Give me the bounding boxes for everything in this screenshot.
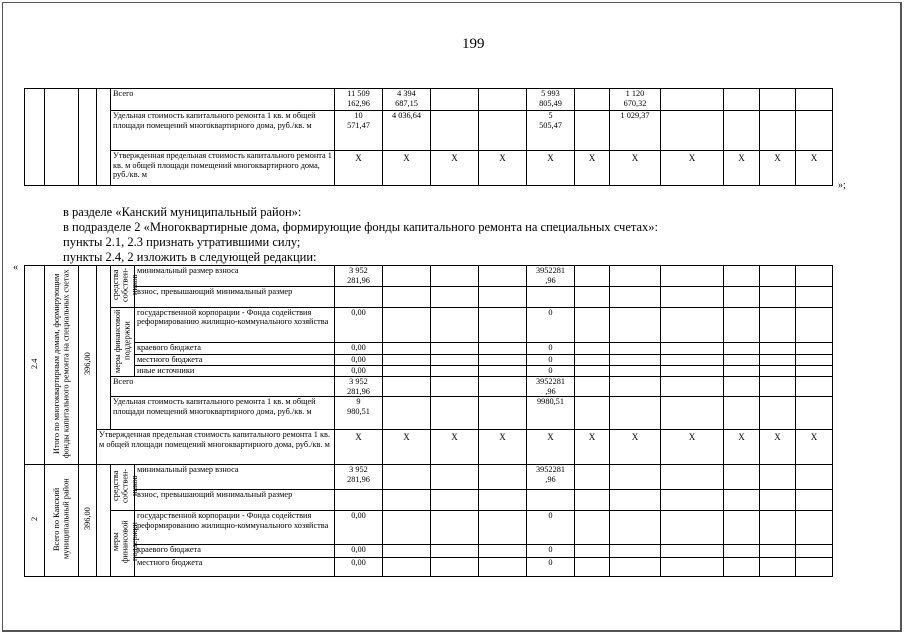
empty-cell [479,307,527,343]
empty-cell [661,465,724,489]
paragraph-section: в разделе «Канский муниципальный район»: [63,205,302,219]
table-row [25,397,833,430]
value-cell: 3952281 ,96 [527,465,575,489]
value-cell: 3 952 281,96 [335,377,383,397]
value-cell [661,111,724,151]
mark-cell: X [610,151,661,186]
mark-cell: X [527,151,575,186]
value-cell: 3952281 ,96 [527,377,575,397]
empty-cell [610,266,661,287]
table-row [25,465,833,489]
value-cell: 9980,51 [527,397,575,430]
empty-cell [610,397,661,430]
empty-cell [383,287,431,307]
mark-cell: X [661,151,724,186]
empty-cell [383,397,431,430]
empty-cell [479,343,527,354]
row-label: минимальный размер взноса [135,266,335,287]
row-label: Утвержденная предельная стоимость капитального ремонта 1 кв. м общей площади помещений многоквартирного дома, руб./кв. м [111,151,335,186]
empty-cell [479,266,527,287]
empty-cell [479,354,527,365]
row-label: взнос, превышающий минимальный размер [135,287,335,307]
value-cell: 0 [527,544,575,557]
section-area-text: 396,00 [82,352,92,376]
empty-cell [575,558,610,576]
mark-cell: X [431,151,479,186]
value-cell [575,111,610,151]
empty-cell [661,266,724,287]
empty-cell [383,343,431,354]
row-label: минимальный размер взноса [135,465,335,489]
value-cell: 10 571,47 [335,111,383,151]
paragraph-repeal: пункты 2.1, 2.3 признать утратившими силу; [63,235,301,249]
value-cell [479,111,527,151]
table-row [25,365,833,376]
empty-cell [724,465,760,489]
empty-cell [383,266,431,287]
empty-cell [431,544,479,557]
group-financial-support [111,510,140,576]
row-label: местного бюджета [135,558,335,576]
empty-cell [383,307,431,343]
section-area [79,465,97,576]
mark-cell: X [383,430,431,465]
empty-cell [760,510,796,544]
value-cell [796,111,833,151]
section-number [25,266,45,465]
empty-cell [575,354,610,365]
empty-cell [575,307,610,343]
empty-cell [796,287,833,307]
empty-cell [479,397,527,430]
empty-cell [610,489,661,510]
empty-cell [661,354,724,365]
empty-cell [575,343,610,354]
empty-cell [760,354,796,365]
value-cell: 0 [527,343,575,354]
empty-cell [610,558,661,576]
value-cell: 0 [527,558,575,576]
value-cell [760,111,796,151]
mark-cell: X [796,151,833,186]
row-label: Всего [111,377,335,397]
row-label: государственной корпорации - Фонда содействия реформированию жилищно-коммунального хозяйства [135,510,335,544]
empty-cell [575,287,610,307]
group-owner-funds [111,465,140,511]
empty-cell [796,266,833,287]
row-label: Удельная стоимость капитального ремонта 1 кв. м общей площади помещений многоквартирного дома, руб./кв. м [111,111,335,151]
empty-cell [796,397,833,430]
mark-cell: X [575,430,610,465]
empty-cell [661,558,724,576]
empty-cell [79,89,97,186]
empty-cell [575,365,610,376]
value-cell: 1 120 670,32 [610,89,661,111]
table-row [25,343,833,354]
table-row [25,489,833,510]
table-row [25,544,833,557]
row-label: краевого бюджета [135,544,335,557]
value-cell: 0 [527,365,575,376]
empty-cell [383,365,431,376]
empty-cell [760,266,796,287]
value-cell [479,89,527,111]
group-owner-funds-text: средства собствен-ников [111,469,140,504]
value-cell: 9 980,51 [335,397,383,430]
mark-cell: X [575,151,610,186]
row-label: Всего [111,89,335,111]
empty-cell [724,365,760,376]
row-label: Утвержденная предельная стоимость капитального ремонта 1 кв. м общей площади помещений многоквартирного дома, руб./кв. м [97,430,335,465]
mark-cell: X [760,430,796,465]
value-cell: 0 [527,354,575,365]
mark-cell: X [760,151,796,186]
section-title [45,465,79,576]
empty-cell [610,343,661,354]
empty-cell [431,397,479,430]
empty-cell [796,465,833,489]
mark-cell: X [383,151,431,186]
empty-cell [724,397,760,430]
empty-cell [661,510,724,544]
empty-cell [760,343,796,354]
value-cell: 0,00 [335,510,383,544]
empty-cell [479,510,527,544]
mark-cell: X [610,430,661,465]
value-cell: 5 993 805,49 [527,89,575,111]
empty-cell [431,354,479,365]
empty-cell [796,544,833,557]
section-number-text: 2 [29,517,39,522]
row-label: государственной корпорации - Фонда содействия реформированию жилищно-коммунального хозяйства [135,307,335,343]
empty-cell [383,354,431,365]
table-row [25,266,833,287]
value-cell: 0 [527,510,575,544]
closing-quote-mark: »; [838,180,846,191]
top-continuation-table [24,88,833,186]
mark-cell: X [527,430,575,465]
empty-cell [610,354,661,365]
mark-cell: X [796,430,833,465]
group-financial-support-text: меры финансовой поддержки [112,308,132,373]
row-label: местного бюджета [135,354,335,365]
table-row [25,430,833,465]
empty-cell [760,365,796,376]
empty-cell [796,558,833,576]
empty-cell [724,343,760,354]
paragraph-restate: пункты 2.4, 2 изложить в следующей редакции: [63,250,317,264]
empty-cell [383,510,431,544]
group-financial-support-text: меры финансовой поддержки [111,520,140,564]
empty-cell [479,287,527,307]
row-label: краевого бюджета [135,343,335,354]
empty-cell [796,307,833,343]
value-cell [431,89,479,111]
empty-cell [610,365,661,376]
mark-cell: X [724,151,760,186]
empty-cell [383,465,431,489]
empty-cell [479,558,527,576]
value-cell [575,89,610,111]
value-cell: 3 952 281,96 [335,465,383,489]
mark-cell: X [431,430,479,465]
empty-cell [431,266,479,287]
empty-cell [610,307,661,343]
section-title [45,266,79,465]
row-label: Удельная стоимость капитального ремонта 1 кв. м общей площади помещений многоквартирного дома, руб./кв. м [111,397,335,430]
empty-cell [431,489,479,510]
empty-cell [724,377,760,397]
value-cell: 3 952 281,96 [335,266,383,287]
section-title-text: Всего по Канский муниципальный район [51,478,71,560]
empty-cell [97,89,111,186]
empty-cell [479,465,527,489]
empty-cell [575,397,610,430]
empty-cell [431,465,479,489]
value-cell: 0,00 [335,544,383,557]
value-cell: 0,00 [335,558,383,576]
table-row [25,89,833,111]
value-cell [335,489,383,510]
page-number: 199 [462,36,485,52]
value-cell: 4 394 687,15 [383,89,431,111]
value-cell [661,89,724,111]
section-number-text: 2.4 [29,358,39,370]
row-label: иные источники [135,365,335,376]
empty-cell [575,377,610,397]
empty-cell [431,287,479,307]
value-cell [724,111,760,151]
empty-cell [796,377,833,397]
empty-cell [479,489,527,510]
empty-cell [724,558,760,576]
main-table [24,265,833,577]
value-cell [431,111,479,151]
mark-cell: X [335,151,383,186]
empty-cell [724,510,760,544]
empty-cell [97,465,111,576]
table-row [25,287,833,307]
empty-cell [97,266,111,430]
empty-cell [575,266,610,287]
empty-cell [760,489,796,510]
empty-cell [431,558,479,576]
empty-cell [724,354,760,365]
empty-cell [383,377,431,397]
empty-cell [431,510,479,544]
section-title-text: Итого по многоквартирным домам, формирующим фонды капитального ремонта на специальных счетах [51,269,71,459]
mark-cell: X [335,430,383,465]
empty-cell [796,343,833,354]
paragraph-subsection: в подразделе 2 «Многоквартирные дома, формирующие фонды капитального ремонта на специальных счетах»: [63,220,659,234]
empty-cell [431,343,479,354]
value-cell: 3952281 ,96 [527,266,575,287]
value-cell: 0,00 [335,307,383,343]
empty-cell [796,354,833,365]
empty-cell [724,266,760,287]
empty-cell [661,343,724,354]
empty-cell [724,544,760,557]
mark-cell: X [479,430,527,465]
empty-cell [661,544,724,557]
empty-cell [661,377,724,397]
table-row [25,510,833,544]
group-owner-funds-text: средства собствен-ников [111,267,140,303]
empty-cell [661,489,724,510]
table-row [25,558,833,576]
empty-cell [760,287,796,307]
empty-cell [610,287,661,307]
empty-cell [431,365,479,376]
table-row [25,151,833,186]
empty-cell [45,89,79,186]
empty-cell [796,365,833,376]
empty-cell [760,307,796,343]
mark-cell: X [724,430,760,465]
empty-cell [431,377,479,397]
empty-cell [575,489,610,510]
empty-cell [383,558,431,576]
mark-cell: X [479,151,527,186]
empty-cell [724,489,760,510]
opening-quote-mark: « [13,262,18,273]
empty-cell [661,307,724,343]
empty-cell [796,510,833,544]
empty-cell [661,287,724,307]
empty-cell [724,287,760,307]
value-cell: 0,00 [335,354,383,365]
empty-cell [610,510,661,544]
value-cell: 1 029,37 [610,111,661,151]
empty-cell [479,377,527,397]
empty-cell [760,397,796,430]
value-cell: 0,00 [335,343,383,354]
empty-cell [760,544,796,557]
empty-cell [661,365,724,376]
value-cell [527,287,575,307]
empty-cell [431,307,479,343]
value-cell: 11 509 162,96 [335,89,383,111]
empty-cell [760,558,796,576]
empty-cell [661,397,724,430]
table-row [25,354,833,365]
empty-cell [760,377,796,397]
empty-cell [383,544,431,557]
table-row [25,307,833,343]
empty-cell [575,544,610,557]
empty-cell [610,544,661,557]
empty-cell [610,465,661,489]
table-row [25,377,833,397]
value-cell: 0 [527,307,575,343]
row-label: взнос, превышающий минимальный размер [135,489,335,510]
empty-cell [724,307,760,343]
empty-cell [479,544,527,557]
value-cell [527,489,575,510]
value-cell: 4 036,64 [383,111,431,151]
value-cell [760,89,796,111]
group-financial-support [111,307,135,377]
mark-cell: X [661,430,724,465]
empty-cell [575,465,610,489]
value-cell [796,89,833,111]
empty-cell [383,489,431,510]
value-cell: 0,00 [335,365,383,376]
value-cell [724,89,760,111]
section-area [79,266,97,465]
empty-cell [25,89,45,186]
empty-cell [610,377,661,397]
section-number [25,465,45,576]
empty-cell [796,489,833,510]
table-row [25,111,833,151]
value-cell: 5 505,47 [527,111,575,151]
empty-cell [575,510,610,544]
empty-cell [479,365,527,376]
empty-cell [760,465,796,489]
section-area-text: 396,00 [82,507,92,531]
group-owner-funds [111,266,140,308]
value-cell [335,287,383,307]
